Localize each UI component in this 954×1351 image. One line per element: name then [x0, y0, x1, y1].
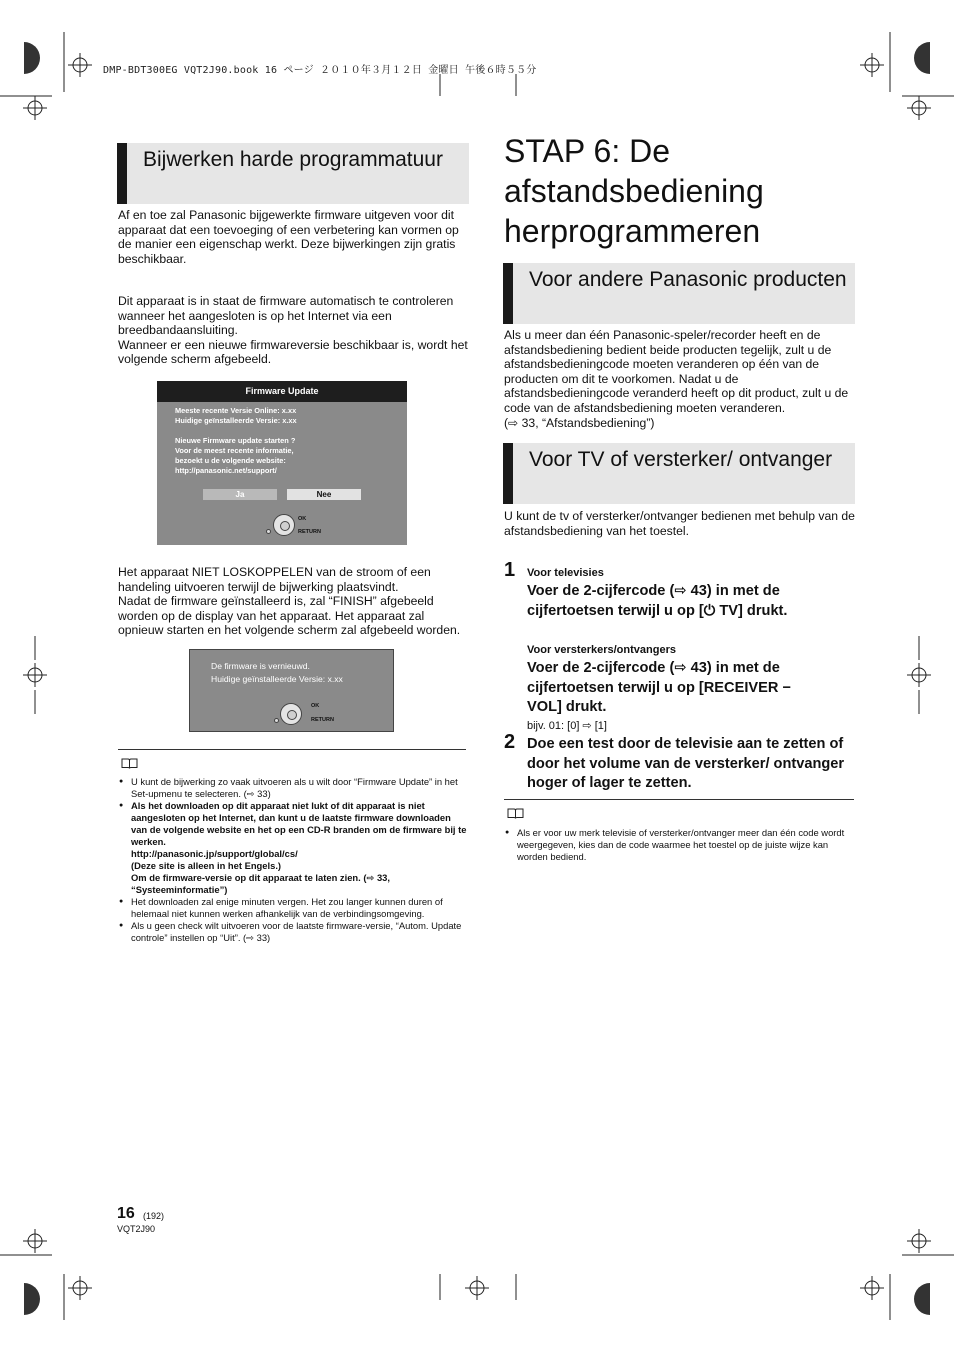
notes-divider-right	[504, 799, 854, 800]
navigation-dial-icon	[280, 703, 302, 725]
section-heading-text: Bijwerken harde programmatuur	[143, 148, 443, 171]
step-1-number: 1	[504, 559, 516, 581]
note-text: U kunt de bijwerking zo vaak uitvoeren als u wilt door “Firmware Update” in het Set-upmenu te selecteren. (⇨ 33)	[131, 776, 458, 799]
step-1-sub-tv: Voor televisies	[527, 567, 604, 579]
paragraph-finish: Nadat de firmware geïnstalleerd is, zal “FINISH” afgebeeld worden op de display van het apparaat. Het apparaat zal opnieuw starten en het volgende scherm zal afgebeeld worden.	[118, 594, 461, 638]
navigation-dial-icon	[273, 514, 295, 536]
paragraph-remote-code	[504, 328, 856, 430]
select-dot-icon	[266, 529, 271, 534]
section-heading-text: Voor TV of versterker/ ontvanger	[529, 448, 833, 471]
screen-line: Huidige geïnstalleerde Versie: x.xx	[175, 416, 297, 425]
screen-line: De firmware is vernieuwd.	[211, 661, 310, 671]
paragraph-remote-code-ref: (⇨ 33, “Afstandsbediening”)	[504, 415, 655, 430]
paragraph-new-version: Wanneer er een nieuwe firmwareversie beschikbaar is, wordt het volgende scherm afgebeeld.	[118, 337, 468, 367]
step-2-number: 2	[504, 731, 516, 753]
firmware-updated-screen	[189, 649, 394, 732]
note-item	[118, 800, 468, 896]
updated-screen-text	[211, 660, 343, 686]
note-text: Om de firmware-versie op dit apparaat te laten zien. (⇨ 33, “Systeeminformatie”)	[131, 872, 390, 895]
note-item	[118, 896, 468, 920]
screen-line: Meeste recente Versie Online: x.xx	[175, 406, 297, 415]
ok-label: OK	[311, 703, 320, 709]
firmware-update-screen	[157, 381, 407, 545]
step-1-instruction-tv: Voer de 2-cijfercode (⇨ 43) in met de cijfertoetsen terwijl u op [⏻ TV] drukt.	[527, 583, 788, 619]
note-text: Als het downloaden op dit apparaat niet lukt of dit apparaat is niet aangesloten op het Internet, dan kunt u de laatste firmware downloaden van de volgende website en het op een CD-R branden om de firmware bij te werken.	[131, 800, 467, 847]
paragraph-remote-code-text: Als u meer dan één Panasonic-speler/recorder heeft en de afstandsbediening bedient beide producten tegelijk, zult u de afstandsbedieningcode moeten veranderen op één van de producten om dit te voorkomen. Nadat u de afstandsbedieningcode veranderd heeft op dit product, zult u de code van de afstandsbediening moeten veranderen.	[504, 328, 849, 415]
ok-label: OK	[298, 516, 307, 522]
step-1-example: bijv. 01: [0] ⇨ [1]	[527, 720, 607, 732]
note-item	[118, 920, 468, 944]
no-button[interactable]: Nee	[287, 489, 361, 500]
screen-line: Voor de meest recente informatie,	[175, 446, 294, 455]
note-item	[504, 827, 854, 863]
step-1-sub-receiver: Voor versterkers/ontvangers	[527, 644, 676, 656]
screen-title: Firmware Update	[157, 381, 407, 402]
step-1-instruction-receiver: Voer de 2-cijfercode (⇨ 43) in met de cijfertoetsen terwijl u op [RECEIVER − VOL] drukt.	[527, 660, 791, 715]
remote-notes	[504, 827, 854, 863]
paragraph-intro: Af en toe zal Panasonic bijgewerkte firmware uitgeven voor dit apparaat dat een toevoeging of een verbetering kan vormen op de manier een eigenschap werkt. Deze bijwerkingen zijn gratis beschikbaar.	[118, 208, 459, 266]
note-text: Als er voor uw merk televisie of versterker/ontvanger meer dan één code wordt weergegeven, kies dan de code waarmee het toestel op de juiste wijze kan worden bediend.	[517, 827, 845, 862]
return-label: RETURN	[298, 529, 321, 535]
file-header-line: DMP-BDT300EG VQT2J90.book 16 ページ ２０１０年３月１２日 金曜日 午後６時５５分	[103, 65, 537, 76]
note-book-icon	[121, 758, 138, 769]
screen-line: Nieuwe Firmware update starten ?	[175, 436, 296, 445]
section-heading-firmware-update	[117, 143, 469, 204]
section-heading-tv-amplifier	[503, 443, 855, 504]
screen-line: Huidige geïnstalleerde Versie: x.xx	[211, 674, 343, 684]
support-url-link[interactable]: http://panasonic.jp/support/global/cs/	[131, 848, 298, 859]
step-2-instruction: Doe een test door de televisie aan te zetten of door het volume van de versterker/ ontvanger hoger of lager te zetten.	[527, 736, 845, 791]
page-title: STAP 6: De afstandsbediening herprogrammeren	[504, 133, 764, 249]
yes-button[interactable]: Ja	[203, 489, 277, 500]
section-heading-other-panasonic	[503, 263, 855, 324]
note-text: Als u geen check wilt uitvoeren voor de laatste firmware-versie, “Autom. Update controle” instellen op “Uit”. (⇨ 33)	[131, 920, 462, 943]
notes-divider	[118, 749, 466, 750]
return-label: RETURN	[311, 717, 334, 723]
document-code: VQT2J90	[117, 1224, 156, 1234]
section-heading-text: Voor andere Panasonic producten	[529, 268, 847, 291]
select-dot-icon	[274, 718, 279, 723]
page-number: 16	[117, 1205, 135, 1222]
paragraph-auto-check-line: Dit apparaat is in staat de firmware automatisch te controleren wanneer het aangesloten is op het Internet via een breedbandaansluiting.	[118, 294, 454, 338]
paragraph-warning: Het apparaat NIET LOSKOPPELEN van de stroom of een handeling uitvoeren terwijl de bijwerking plaatsvindt.	[118, 565, 431, 594]
paragraph-do-not-disconnect	[118, 565, 470, 638]
screen-line: http://panasonic.net/support/	[175, 466, 277, 475]
paragraph-tv-control: U kunt de tv of versterker/ontvanger bedienen met behulp van de afstandsbediening van het toestel.	[504, 509, 855, 538]
firmware-notes	[118, 776, 468, 944]
note-text: Het downloaden zal enige minuten vergen. Het zou langer kunnen duren of helemaal niet kunnen werken afhankelijk van de verbindingsomgeving.	[131, 896, 443, 919]
note-book-icon	[507, 808, 524, 819]
paragraph-auto-check	[118, 294, 468, 367]
screen-info	[175, 406, 395, 476]
screen-line: bezoekt u de volgende website:	[175, 456, 286, 465]
note-text: (Deze site is alleen in het Engels.)	[131, 860, 282, 871]
page-sub-number: (192)	[143, 1211, 165, 1221]
note-item	[118, 776, 468, 800]
